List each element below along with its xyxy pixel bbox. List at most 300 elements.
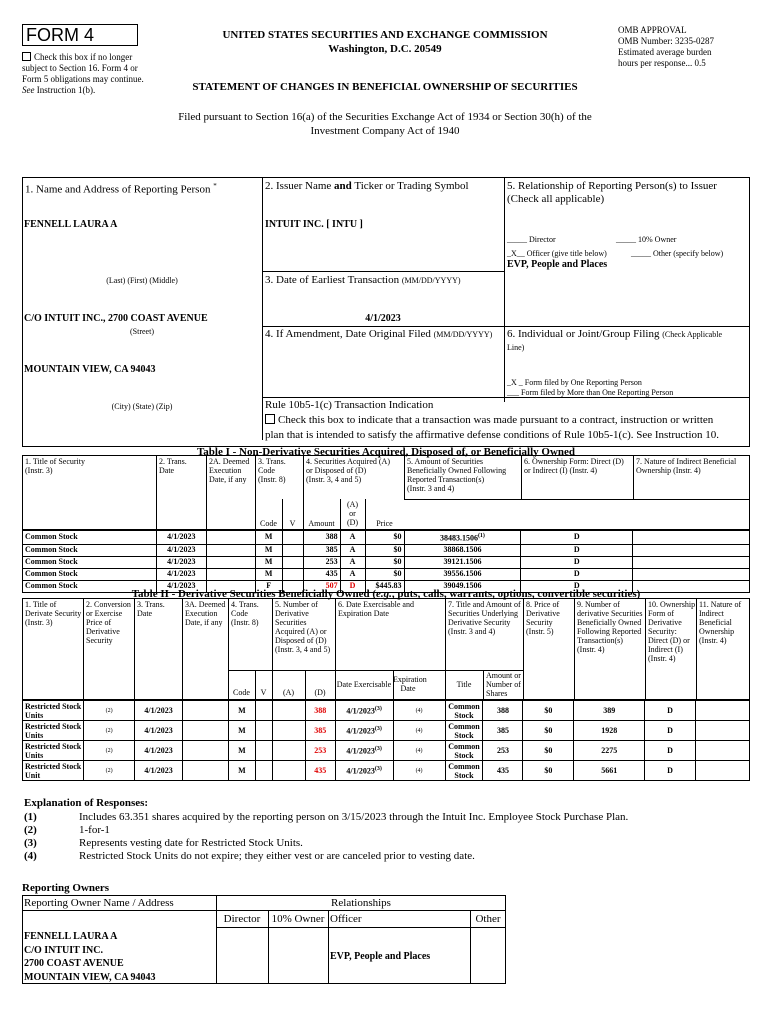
- t1-col-title: 1. Title of Security (Instr. 3): [25, 457, 86, 475]
- t2-code: M: [238, 705, 246, 715]
- rule-10b5-checkbox[interactable]: [265, 414, 275, 424]
- t1-cell-form: D: [521, 556, 633, 568]
- t2-owned: 2275: [601, 745, 618, 755]
- t2-exer_fn: (3): [374, 706, 382, 713]
- t2-cell: [228, 721, 255, 741]
- t2-exer: 4/1/2023: [346, 706, 375, 716]
- t2-price: $0: [544, 705, 553, 715]
- t1-col-code: 3. Trans. Code (Instr. 8): [258, 457, 286, 484]
- t1-cell-title: Common Stock: [23, 544, 157, 556]
- t2-cell: [523, 701, 574, 721]
- table2-row: [23, 741, 750, 761]
- t2-cell: [183, 741, 229, 761]
- owners-col-officer: Officer: [330, 913, 362, 925]
- t1-cell-price: $0: [365, 531, 404, 545]
- header-line: Price of: [86, 618, 112, 627]
- t2-t1: Restricted Stock: [25, 741, 82, 751]
- t1-cell-code: M: [255, 568, 282, 580]
- table1-title: Table I - Non-Derivative Securities Acquired, Disposed of, or Beneficially Owned: [196, 446, 576, 458]
- no-longer-subject-checkbox[interactable]: [22, 52, 31, 61]
- t1-cell-ad: A: [340, 556, 365, 568]
- t2-cell: [445, 761, 483, 781]
- t1-cell-amount: 388: [303, 531, 340, 545]
- t1-cell-price: $445.83: [365, 580, 404, 592]
- t2-cell: [574, 761, 645, 781]
- t2-owned: 389: [603, 705, 616, 715]
- t2-col-conversion: [86, 600, 131, 645]
- footnote-text: Includes 63.351 shares acquired by the reporting person on 3/15/2023 through the Intuit Inc. Employee Stock Purchase Plan.: [79, 811, 629, 823]
- t1-cell-price: $0: [365, 556, 404, 568]
- t2-code: M: [238, 725, 246, 735]
- t2-form: D: [667, 705, 673, 715]
- director-option: _____ Director: [507, 235, 556, 244]
- t1-cell-owned: 39049.1506: [404, 580, 521, 592]
- t1-cell-title: Common Stock: [23, 531, 157, 545]
- reporting-person-street: C/O INTUIT INC., 2700 COAST AVENUE: [24, 313, 208, 324]
- t2-t1: Restricted Stock: [25, 761, 82, 771]
- header-line: (Instr. 4): [577, 645, 605, 654]
- t2-cell: [483, 761, 523, 781]
- t2-sub-expiration: Expiration Date: [393, 675, 427, 693]
- header-line: Derivative: [526, 609, 560, 618]
- header-line: Form of: [648, 609, 674, 618]
- filing-option-group: ___ Form filed by More than One Reporting Person: [507, 388, 674, 397]
- t1-cell-amount: 385: [303, 544, 340, 556]
- header-line: Following Reported: [577, 627, 642, 636]
- header-line: 5. Number of: [275, 600, 318, 609]
- t2-conv: (2): [105, 748, 113, 754]
- t1-cell-code: M: [255, 544, 282, 556]
- t1-cell-title: Common Stock: [23, 580, 157, 592]
- table1-body: [22, 530, 750, 593]
- t2-t2: Units: [25, 750, 44, 760]
- t2-col-deemed: [185, 600, 225, 627]
- t2-t2: Units: [25, 710, 44, 720]
- table2-title: Table II - Derivative Securities Beneficially Owned (e.g., puts, calls, warrants, options, convertible securities): [131, 588, 641, 600]
- t2-form: D: [667, 745, 673, 755]
- table2-row: [23, 761, 750, 781]
- t2-t1: Restricted Stock: [25, 721, 82, 731]
- t2-ut1: Common: [448, 761, 480, 771]
- box2-label: 2. Issuer Name and Ticker or Trading Symbol: [265, 180, 469, 192]
- t2-col-nature: [699, 600, 741, 645]
- header-line: Securities: [275, 618, 307, 627]
- issuer-name: INTUIT INC. [ INTU ]: [265, 219, 363, 230]
- t2-date: 4/1/2023: [144, 765, 173, 775]
- t2-exer: 4/1/2023: [346, 766, 375, 776]
- t2-cell: [335, 741, 393, 761]
- t1-col-date: 2. Trans. Date: [159, 457, 187, 475]
- t2-cell: [483, 721, 523, 741]
- t2-ut1: Common: [448, 721, 480, 731]
- footnote-number: (3): [24, 837, 37, 849]
- t2-cell: [445, 721, 483, 741]
- t2-conv: (2): [105, 708, 113, 714]
- header-line: 1. Title of: [25, 600, 57, 609]
- t2-d: 435: [314, 765, 327, 775]
- explanation-title: Explanation of Responses:: [24, 797, 149, 809]
- t2-cell: [272, 761, 305, 781]
- t2-cell: [84, 741, 135, 761]
- header-line: Security: [86, 636, 113, 645]
- t1-cell-amount: 435: [303, 568, 340, 580]
- t1-cell-amount: 253: [303, 556, 340, 568]
- header-line: Direct (D) or: [648, 636, 690, 645]
- other-option: _____ Other (specify below): [631, 249, 724, 258]
- t2-cell: [84, 721, 135, 741]
- t2-cell: [483, 701, 523, 721]
- owners-col-director: Director: [223, 913, 261, 925]
- t2-amt: 253: [496, 745, 509, 755]
- header-line: (Instr. 3 and 4): [448, 627, 496, 636]
- rule-text: Check this box to indicate that a transaction was made pursuant to a contract, instruction or written plan that is intended to satisfy the affirmative defense conditions of Rule 10b5-1(c). See Instruction 10.: [265, 414, 720, 441]
- header-line: Transaction(s): [577, 636, 623, 645]
- t1-cell-form: D: [521, 544, 633, 556]
- t2-exer: 4/1/2023: [346, 726, 375, 736]
- t2-col-date: [137, 600, 165, 618]
- t2-cell: [255, 741, 272, 761]
- earliest-transaction-date: 4/1/2023: [365, 313, 401, 324]
- header-line: Date: [137, 609, 153, 618]
- t1-cell-date: 4/1/2023: [156, 531, 206, 545]
- footnote-text: Represents vesting date for Restricted Stock Units.: [79, 837, 303, 849]
- owned-value: 38483.1506: [439, 533, 478, 543]
- t2-amt: 388: [496, 705, 509, 715]
- header-line: Beneficially Owned: [577, 618, 642, 627]
- t2-col-title: [25, 600, 81, 627]
- t2-cell: [135, 721, 183, 741]
- t2-cell: [393, 721, 445, 741]
- t1-cell-form: D: [521, 568, 633, 580]
- t2-price: $0: [544, 765, 553, 775]
- t2-cell: [645, 721, 696, 741]
- t2-exp: (4): [415, 748, 423, 754]
- t2-col-exercisable: [338, 600, 414, 618]
- t2-cell: [645, 701, 696, 721]
- t2-cell: [305, 741, 335, 761]
- t2-cell: [23, 761, 84, 781]
- t2-cell: [228, 701, 255, 721]
- t2-cell: [255, 761, 272, 781]
- t1-cell-title: Common Stock: [23, 556, 157, 568]
- header-line: (Instr. 4): [699, 636, 727, 645]
- header-line: (Instr. 8): [231, 618, 259, 627]
- header-line: 4. Trans.: [231, 600, 259, 609]
- owners-title: Reporting Owners: [22, 882, 110, 894]
- t2-exer_fn: (3): [374, 766, 382, 773]
- header-line: 11. Nature of: [699, 600, 742, 609]
- t1-cell-date: 4/1/2023: [156, 544, 206, 556]
- t2-cell: [272, 721, 305, 741]
- header-line: Derivative Security: [448, 618, 511, 627]
- t2-cell: [696, 761, 750, 781]
- box4-label: 4. If Amendment, Date Original Filed (MM/DD/YYYY): [265, 328, 493, 340]
- t2-owned: 5661: [601, 765, 618, 775]
- t1-col-form: 6. Ownership Form: Direct (D) or Indirect (I) (Instr. 4): [524, 457, 624, 475]
- t2-cell: [183, 761, 229, 781]
- t2-cell: [335, 721, 393, 741]
- t2-cell: [393, 741, 445, 761]
- header-line: Disposed of (D): [275, 636, 327, 645]
- t2-cell: [696, 701, 750, 721]
- t2-cell: [255, 721, 272, 741]
- t2-cell: [574, 721, 645, 741]
- header-line: Security:: [648, 627, 677, 636]
- t2-cell: [84, 761, 135, 781]
- header-line: Acquired (A) or: [275, 627, 327, 636]
- filed-pursuant-line-2: Investment Company Act of 1940: [310, 125, 460, 137]
- box6-label: 6. Individual or Joint/Group Filing (Check Applicable Line): [507, 328, 722, 352]
- header-line: (Instr. 3, 4 and 5): [275, 645, 331, 654]
- t1-cell-code: M: [255, 531, 282, 545]
- t2-sub-code: Code: [233, 688, 250, 697]
- header-line: Date, if any: [185, 618, 223, 627]
- t2-form: D: [667, 725, 673, 735]
- t2-cell: [483, 741, 523, 761]
- header-line: 6. Date Exercisable and: [338, 600, 414, 609]
- form-title: FORM 4: [26, 25, 95, 45]
- t2-price: $0: [544, 745, 553, 755]
- t2-form: D: [667, 765, 673, 775]
- t2-cell: [574, 741, 645, 761]
- agency-name: UNITED STATES SECURITIES AND EXCHANGE COMMISSION: [222, 29, 548, 41]
- no-longer-subject-checkbox-text: Check this box if no longer subject to Section 16. Form 4 or Form 5 obligations may continue. See Instruction 1(b).: [22, 52, 144, 95]
- header-line: Derivative: [275, 609, 309, 618]
- t1-col-acquired: 4. Securities Acquired (A) or Disposed of (D) (Instr. 3, 4 and 5): [306, 457, 390, 484]
- t1-cell-ad: A: [340, 568, 365, 580]
- t2-ut2: Stock: [454, 710, 474, 720]
- t1-cell-title: Common Stock: [23, 568, 157, 580]
- table1-row: [23, 531, 750, 545]
- t2-ut1: Common: [448, 741, 480, 751]
- header-line: derivative Securities: [577, 609, 643, 618]
- t2-cell: [574, 701, 645, 721]
- t1-sub-code: Code: [260, 519, 277, 528]
- t1-sub-amount: Amount: [308, 519, 335, 528]
- t2-col-code: [231, 600, 259, 627]
- t1-sub-price: Price: [376, 519, 393, 528]
- box1-label: 1. Name and Address of Reporting Person *: [25, 182, 217, 196]
- owner-address: FENNELL LAURA A C/O INTUIT INC. 2700 COAST AVENUE MOUNTAIN VIEW, CA 94043: [24, 931, 156, 983]
- t1-col-deemed: 2A. Deemed Execution Date, if any: [209, 457, 250, 484]
- t2-col-price: [526, 600, 560, 636]
- t1-cell-code: F: [255, 580, 282, 592]
- t2-cell: [255, 701, 272, 721]
- header-line: (Instr. 3): [25, 618, 53, 627]
- t2-sub-d: (D): [314, 688, 326, 697]
- t1-cell-ad: D: [340, 580, 365, 592]
- t2-exp: (4): [415, 708, 423, 714]
- t2-cell: [645, 761, 696, 781]
- t2-cell: [645, 741, 696, 761]
- t2-cell: [523, 761, 574, 781]
- t1-cell-date: 4/1/2023: [156, 556, 206, 568]
- t2-t1: Restricted Stock: [25, 701, 82, 711]
- t2-date: 4/1/2023: [144, 725, 173, 735]
- header-line: (Instr. 4): [648, 654, 676, 663]
- t2-exer_fn: (3): [374, 746, 382, 753]
- t2-ut2: Stock: [454, 770, 474, 780]
- t1-sub-aord: (A) or (D): [346, 500, 359, 527]
- t1-col-nature: 7. Nature of Indirect Beneficial Ownership (Instr. 4): [636, 457, 737, 475]
- header-line: or Exercise: [86, 609, 123, 618]
- t1-cell-ad: A: [340, 531, 365, 545]
- reporting-person-name: FENNELL LAURA A: [24, 219, 118, 230]
- t2-sub-title: Title: [456, 680, 472, 689]
- table2-row: [23, 721, 750, 741]
- footnote-text: 1-for-1: [79, 824, 110, 836]
- name-hint: (Last) (First) (Middle): [106, 276, 178, 285]
- footnote-ref: (1): [477, 533, 485, 539]
- omb-approval: OMB APPROVAL OMB Number: 3235-0287 Estimated average burden hours per response... 0.5: [618, 25, 714, 68]
- officer-option: _X__ Officer (give title below): [507, 249, 607, 258]
- t2-cell: [305, 761, 335, 781]
- t2-conv: (2): [105, 728, 113, 734]
- t2-ut2: Stock: [454, 750, 474, 760]
- footnote-number: (4): [24, 850, 37, 862]
- t2-amt: 435: [496, 765, 509, 775]
- t2-cell: [23, 701, 84, 721]
- table1-row: [23, 544, 750, 556]
- box3-label: 3. Date of Earliest Transaction (MM/DD/YYYY): [265, 274, 461, 286]
- header-line: 3A. Deemed: [185, 600, 226, 609]
- t2-price: $0: [544, 725, 553, 735]
- t2-cell: [183, 721, 229, 741]
- header-line: Security: [526, 618, 553, 627]
- t2-cell: [135, 761, 183, 781]
- header-line: (Instr. 5): [526, 627, 554, 636]
- t1-sub-v: V: [289, 519, 296, 528]
- filing-option-one: _X _ Form filed by One Reporting Person: [507, 378, 642, 387]
- box5-label: 5. Relationship of Reporting Person(s) to Issuer (Check all applicable): [507, 180, 717, 205]
- t2-exp: (4): [415, 768, 423, 774]
- header-line: 8. Price of: [526, 600, 560, 609]
- t2-sub-exercisable: Date Exercisable: [336, 680, 392, 689]
- t2-cell: [445, 701, 483, 721]
- t2-cell: [335, 701, 393, 721]
- t2-cell: [393, 761, 445, 781]
- owners-col-name: Reporting Owner Name / Address: [24, 897, 174, 909]
- header-line: 10. Ownership: [648, 600, 696, 609]
- t2-cell: [523, 721, 574, 741]
- footnote-item: [24, 837, 744, 850]
- t2-col-owned: [577, 600, 643, 654]
- owners-col-ten: 10% Owner: [271, 913, 325, 925]
- street-hint: (Street): [130, 327, 154, 336]
- t2-t2: Units: [25, 730, 44, 740]
- header-line: 3. Trans.: [137, 600, 165, 609]
- t1-cell-owned: 39556.1506: [404, 568, 521, 580]
- header-line: Securities Underlying: [448, 609, 518, 618]
- header-line: Beneficial: [699, 618, 732, 627]
- t1-cell-price: $0: [365, 544, 404, 556]
- t2-conv: (2): [105, 768, 113, 774]
- t2-cell: [335, 761, 393, 781]
- t1-cell-date: 4/1/2023: [156, 580, 206, 592]
- statement-title: STATEMENT OF CHANGES IN BENEFICIAL OWNERSHIP OF SECURITIES: [192, 81, 578, 93]
- footnote-text: Restricted Stock Units do not expire; they either vest or are canceled prior to vesting date.: [79, 850, 475, 862]
- t2-cell: [393, 701, 445, 721]
- header-line: Execution: [185, 609, 218, 618]
- t2-sub-amount: Amount or Number of Shares: [486, 671, 521, 698]
- t1-cell-price: $0: [365, 568, 404, 580]
- footnote-item: [24, 811, 744, 824]
- t2-date: 4/1/2023: [144, 705, 173, 715]
- t2-exer: 4/1/2023: [346, 746, 375, 756]
- table2-row: [23, 701, 750, 721]
- header-line: Indirect: [699, 609, 724, 618]
- t2-cell: [228, 761, 255, 781]
- t2-owned: 1928: [601, 725, 618, 735]
- header-line: Derivative: [648, 618, 682, 627]
- t1-cell-amount: 507: [303, 580, 340, 592]
- t2-amt: 385: [496, 725, 509, 735]
- t1-cell-owned: [404, 531, 521, 545]
- t2-cell: [23, 741, 84, 761]
- t2-cell: [445, 741, 483, 761]
- t2-cell: [135, 741, 183, 761]
- table1-row: [23, 556, 750, 568]
- table1-row: [23, 568, 750, 580]
- owner-officer-title: EVP, People and Places: [330, 951, 431, 962]
- t2-cell: [272, 701, 305, 721]
- t1-cell-owned: 38868.1506: [404, 544, 521, 556]
- header-line: Code: [231, 609, 248, 618]
- owners-col-other: Other: [475, 913, 501, 925]
- t2-cell: [183, 701, 229, 721]
- t2-code: M: [238, 745, 246, 755]
- t2-cell: [305, 701, 335, 721]
- footnote-number: (1): [24, 811, 37, 823]
- t2-exer_fn: (3): [374, 726, 382, 733]
- t2-sub-a: (A): [282, 688, 295, 697]
- reporting-person-city: MOUNTAIN VIEW, CA 94043: [24, 364, 156, 375]
- t1-cell-ad: A: [340, 544, 365, 556]
- t1-cell-date: 4/1/2023: [156, 568, 206, 580]
- t2-d: 385: [314, 725, 327, 735]
- ten-percent-option: _____ 10% Owner: [616, 235, 677, 244]
- agency-location: Washington, D.C. 20549: [328, 43, 442, 55]
- footnote-item: [24, 824, 744, 837]
- filed-pursuant-line-1: Filed pursuant to Section 16(a) of the Securities Exchange Act of 1934 or Section 30(h) of the: [178, 111, 592, 123]
- t2-d: 253: [314, 745, 327, 755]
- t1-cell-form: D: [521, 531, 633, 545]
- header-line: Expiration Date: [338, 609, 389, 618]
- table2-body: [22, 700, 750, 781]
- t2-cell: [228, 741, 255, 761]
- owners-col-relationships: Relationships: [331, 897, 391, 909]
- t2-cell: [696, 741, 750, 761]
- footnote-number: (2): [24, 824, 37, 836]
- t2-cell: [84, 701, 135, 721]
- t2-col-number: [275, 600, 330, 654]
- t2-cell: [696, 721, 750, 741]
- header-line: 2. Conversion: [86, 600, 131, 609]
- t2-date: 4/1/2023: [144, 745, 173, 755]
- rule-title: Rule 10b5-1(c) Transaction Indication: [265, 399, 434, 411]
- t1-col-owned: 5. Amount of Securities Beneficially Owned Following Reported Transaction(s) (Instr. 3 and 4): [407, 457, 507, 493]
- t2-col-underlying: [448, 600, 521, 636]
- t2-cell: [272, 741, 305, 761]
- t2-cell: [135, 701, 183, 721]
- t2-ut2: Stock: [454, 730, 474, 740]
- header-line: Derivate Security: [25, 609, 82, 618]
- t2-cell: [23, 721, 84, 741]
- t2-cell: [305, 721, 335, 741]
- header-line: Indirect (I): [648, 645, 683, 654]
- t2-code: M: [238, 765, 246, 775]
- header-line: 9. Number of: [577, 600, 620, 609]
